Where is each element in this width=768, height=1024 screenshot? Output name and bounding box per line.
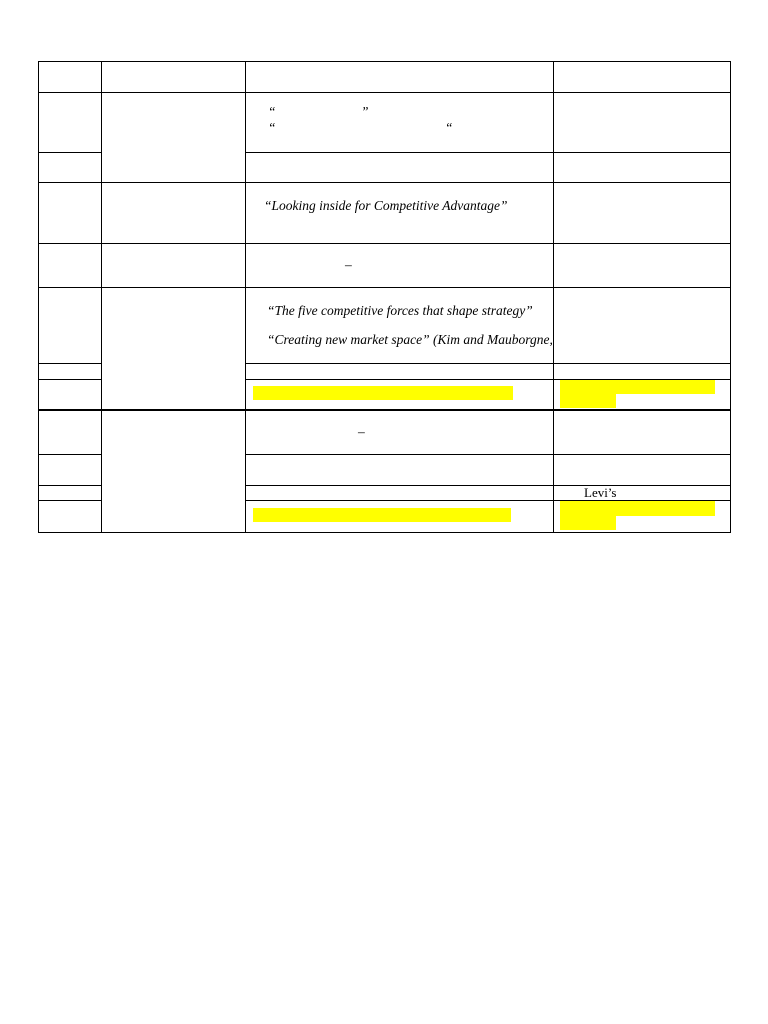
row-border-5 bbox=[38, 287, 731, 288]
r10-col4-text: Levi’s bbox=[584, 485, 617, 500]
row-border-4 bbox=[38, 243, 731, 244]
row-border-6a bbox=[38, 363, 101, 364]
r4-dash: – bbox=[345, 257, 352, 272]
r1-quote-open-b: “ bbox=[268, 120, 276, 135]
row-border-9a bbox=[38, 454, 101, 455]
highlight-r7-col4-line2 bbox=[560, 394, 616, 408]
row-border-1 bbox=[38, 92, 731, 93]
table-border-col3 bbox=[553, 61, 554, 533]
row-border-7b bbox=[245, 379, 731, 380]
row-border-11b bbox=[245, 500, 731, 501]
table-border-top bbox=[38, 61, 731, 62]
row-border-7a bbox=[38, 379, 101, 380]
table-border-col1 bbox=[101, 61, 102, 533]
highlight-r11-col3 bbox=[253, 508, 511, 522]
r1-quote-close-a: ” bbox=[361, 104, 369, 119]
r1-quote-close-b: “ bbox=[445, 120, 453, 135]
highlight-r7-col3 bbox=[253, 386, 513, 400]
row-border-3 bbox=[38, 182, 731, 183]
table-border-right bbox=[730, 61, 731, 533]
row-border-10a bbox=[38, 485, 101, 486]
row-border-2b bbox=[245, 152, 731, 153]
r5-reading-line1: “The five competitive forces that shape strategy” bbox=[267, 303, 533, 318]
table-border-col2 bbox=[245, 61, 246, 533]
r8-dash: – bbox=[358, 424, 365, 439]
r3-reading-title: “Looking inside for Competitive Advantage” bbox=[264, 198, 508, 213]
row-border-10b bbox=[245, 485, 731, 486]
table-border-bottom bbox=[38, 532, 731, 533]
highlight-r11-col4-line1 bbox=[560, 501, 715, 516]
table-border-left bbox=[38, 61, 39, 533]
row-border-2a bbox=[38, 152, 101, 153]
r1-quote-open-a: “ bbox=[268, 104, 276, 119]
row-border-9b bbox=[245, 454, 731, 455]
row-border-11a bbox=[38, 500, 101, 501]
r5-reading-line2: “Creating new market space” (Kim and Mauborgne, bbox=[267, 332, 553, 347]
highlight-r11-col4-line2 bbox=[560, 516, 616, 530]
highlight-r7-col4-line1 bbox=[560, 379, 715, 394]
row-border-6b bbox=[245, 363, 731, 364]
row-border-section bbox=[38, 409, 731, 411]
